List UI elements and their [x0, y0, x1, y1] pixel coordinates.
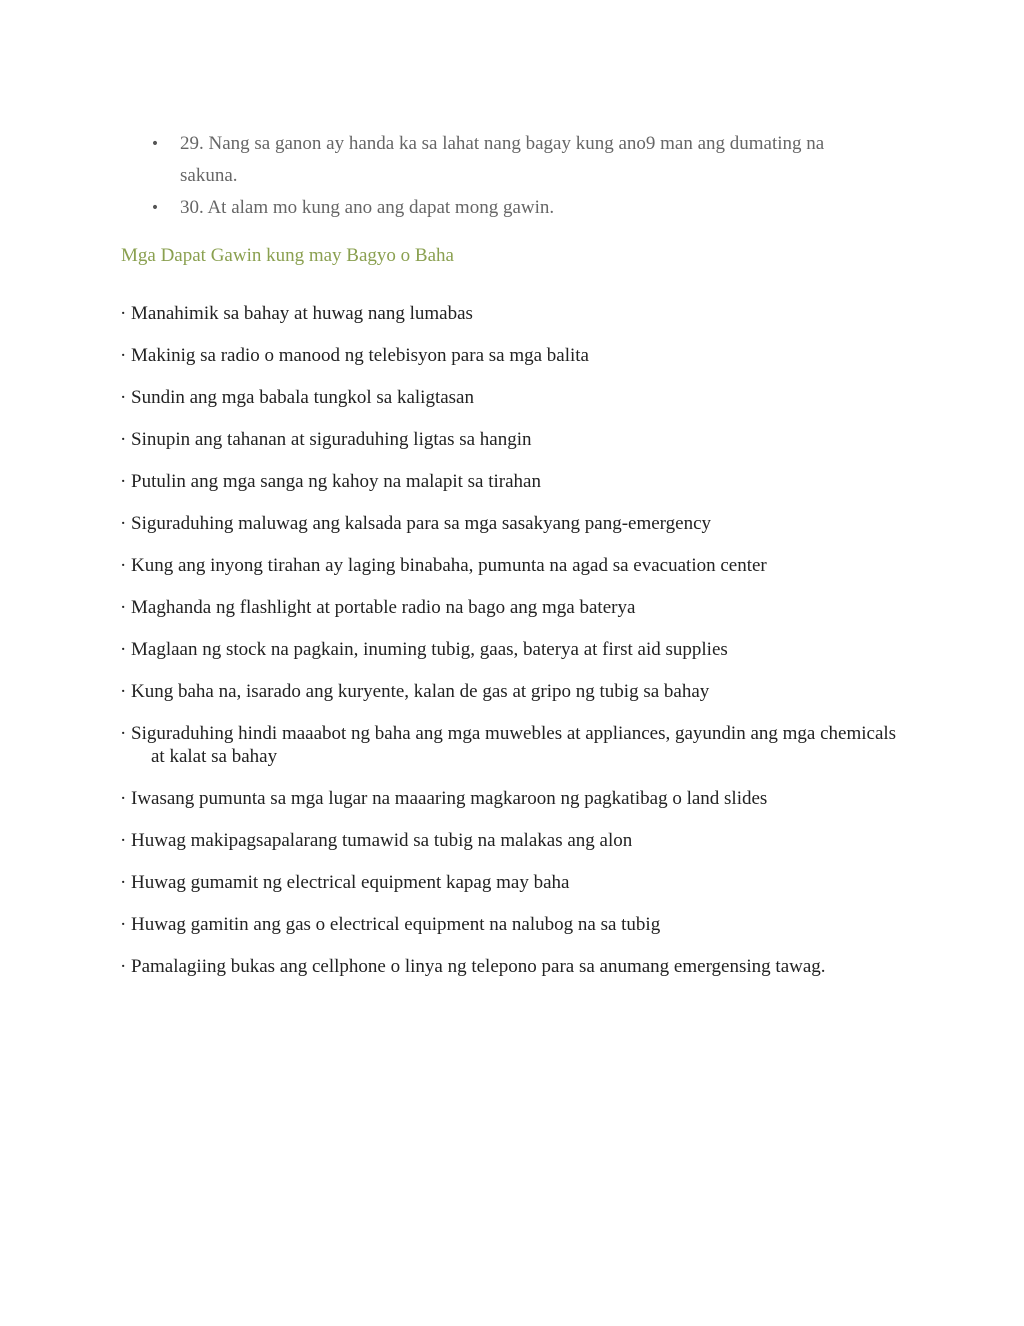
list-item	[120, 428, 900, 451]
bullet-icon: ·	[120, 387, 127, 408]
list-item-text: Makinig sa radio o manood ng telebisyon para sa mga balita	[131, 345, 589, 366]
bullet-icon: ·	[120, 872, 127, 893]
list-item-text: Manahimik sa bahay at huwag nang lumabas	[131, 303, 473, 324]
list-item	[120, 955, 900, 978]
list-item-text: Sundin ang mga babala tungkol sa kaligtasan	[131, 387, 474, 408]
list-item-text: 29. Nang sa ganon ay handa ka sa lahat nang bagay kung ano9 man ang dumating na sakuna.	[180, 133, 825, 186]
bullet-icon: •	[150, 136, 160, 152]
bullet-icon: ·	[120, 788, 127, 809]
list-item-text: Huwag gumamit ng electrical equipment kapag may baha	[131, 872, 570, 893]
bullet-icon: ·	[120, 597, 127, 618]
list-item-text: 30. At alam mo kung ano ang dapat mong gawin.	[180, 197, 555, 218]
list-item-text: Huwag gamitin ang gas o electrical equipment na nalubog na sa tubig	[131, 914, 661, 935]
list-item	[120, 722, 900, 768]
list-item-text: Kung ang inyong tirahan ay laging binabaha, pumunta na agad sa evacuation center	[131, 555, 767, 576]
bullet-icon: ·	[120, 956, 127, 977]
list-item	[120, 192, 880, 224]
bullet-icon: ·	[120, 303, 127, 324]
bullet-icon: ·	[120, 471, 127, 492]
guideline-list	[120, 302, 900, 997]
list-item-text: Siguraduhing maluwag ang kalsada para sa mga sasakyang pang-emergency	[131, 513, 712, 534]
section-heading: Mga Dapat Gawin kung may Bagyo o Baha	[121, 245, 454, 266]
list-item	[120, 512, 900, 535]
list-item	[120, 638, 900, 661]
list-item-text: Kung baha na, isarado ang kuryente, kalan de gas at gripo ng tubig sa bahay	[131, 681, 710, 702]
list-item	[120, 871, 900, 894]
bullet-icon: ·	[120, 513, 127, 534]
list-item-text: Maglaan ng stock na pagkain, inuming tubig, gaas, baterya at first aid supplies	[131, 639, 728, 660]
list-item	[120, 470, 900, 493]
list-item-text: Maghanda ng flashlight at portable radio na bago ang mga baterya	[131, 597, 636, 618]
bullet-icon: ·	[120, 723, 127, 744]
list-item	[120, 596, 900, 619]
bullet-icon: ·	[120, 345, 127, 366]
list-item	[120, 680, 900, 703]
bullet-icon: ·	[120, 681, 127, 702]
list-item	[120, 787, 900, 810]
list-item-text: Sinupin ang tahanan at siguraduhing ligtas sa hangin	[131, 429, 532, 450]
list-item	[120, 913, 900, 936]
list-item-text: Huwag makipagsapalarang tumawid sa tubig na malakas ang alon	[131, 830, 633, 851]
list-item	[120, 554, 900, 577]
list-item-text: Iwasang pumunta sa mga lugar na maaaring magkaroon ng pagkatibag o land slides	[131, 788, 768, 809]
list-item-text: Putulin ang mga sanga ng kahoy na malapit sa tirahan	[131, 471, 541, 492]
list-item-text: Siguraduhing hindi maaabot ng baha ang mga muwebles at appliances, gayundin ang mga chemicals at kalat sa bahay	[131, 723, 897, 767]
bullet-icon: ·	[120, 830, 127, 851]
list-item	[120, 344, 900, 367]
list-item	[120, 829, 900, 852]
list-item	[120, 302, 900, 325]
numbered-list	[120, 128, 880, 224]
bullet-icon: ·	[120, 555, 127, 576]
bullet-icon: •	[150, 200, 160, 216]
bullet-icon: ·	[120, 914, 127, 935]
list-item-text: Pamalagiing bukas ang cellphone o linya ng telepono para sa anumang emergensing tawag.	[131, 956, 826, 977]
list-item	[120, 386, 900, 409]
bullet-icon: ·	[120, 639, 127, 660]
list-item	[120, 128, 880, 192]
bullet-icon: ·	[120, 429, 127, 450]
